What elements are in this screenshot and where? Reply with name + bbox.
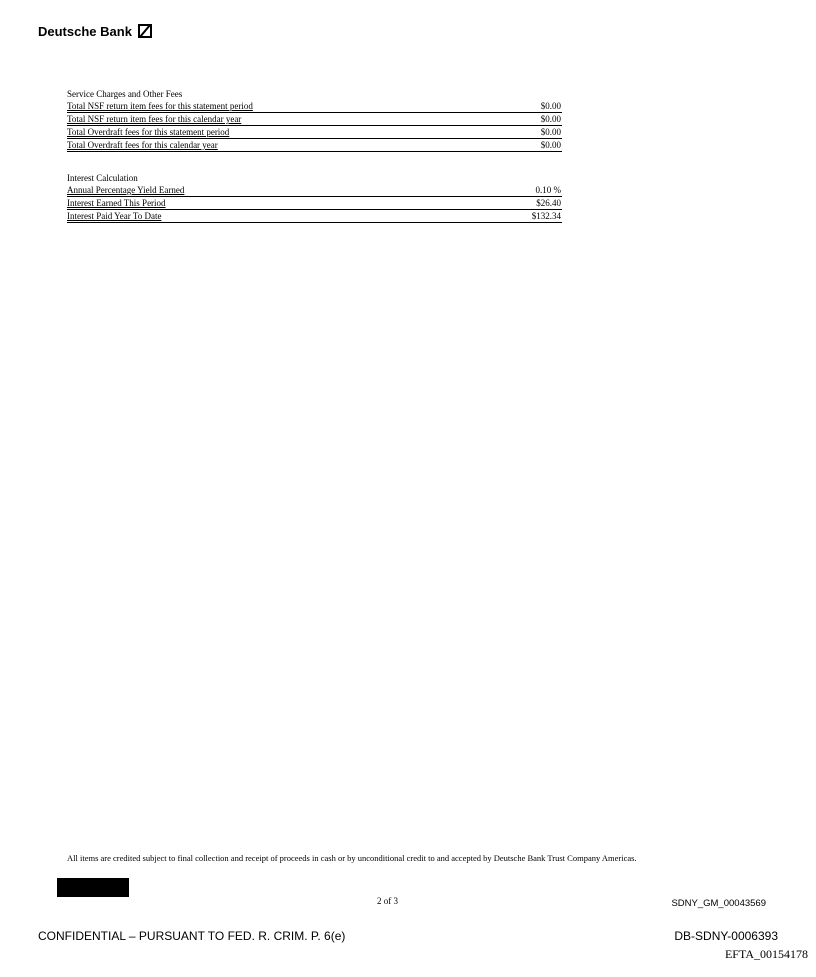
deutsche-bank-slash-icon [138,24,152,38]
row-label: Total Overdraft fees for this calendar year [67,140,218,150]
bates-number-sdny-gm: SDNY_GM_00043569 [671,898,766,909]
interest-row [67,210,562,223]
interest-calculation-section [67,172,562,223]
disclaimer-text: All items are credited subject to final collection and receipt of proceeds in cash or by unconditional credit to and accepted by Deutsche Bank Trust Company Americas. [67,853,637,863]
row-value: $0.00 [540,127,561,137]
row-value: $132.34 [531,211,561,221]
redaction-block [57,878,129,897]
row-value: $0.00 [540,101,561,111]
row-label: Interest Earned This Period [67,198,166,208]
row-label: Annual Percentage Yield Earned [67,185,185,195]
section-heading: Service Charges and Other Fees [67,89,183,99]
row-label: Total NSF return item fees for this statement period [67,101,253,111]
brand-name: Deutsche Bank [38,24,132,39]
fee-row [67,100,562,113]
row-label: Interest Paid Year To Date [67,211,162,221]
fee-row [67,126,562,139]
interest-row [67,197,562,210]
fee-row [67,139,562,152]
service-charges-section [67,88,562,152]
interest-row [67,184,562,197]
row-value: $26.40 [536,198,561,208]
page-number: 2 of 3 [377,896,398,906]
confidentiality-notice: CONFIDENTIAL – PURSUANT TO FED. R. CRIM. P. 6(e) [38,929,346,943]
bank-logo [38,24,152,39]
bates-number-db: DB-SDNY-0006393 [674,929,778,943]
efta-number: EFTA_00154178 [724,947,808,961]
row-label: Total NSF return item fees for this calendar year [67,114,242,124]
row-label: Total Overdraft fees for this statement period [67,127,230,137]
row-value: $0.00 [540,140,561,150]
row-value: 0.10 % [535,185,561,195]
section-heading: Interest Calculation [67,173,138,183]
fee-row [67,113,562,126]
row-value: $0.00 [540,114,561,124]
